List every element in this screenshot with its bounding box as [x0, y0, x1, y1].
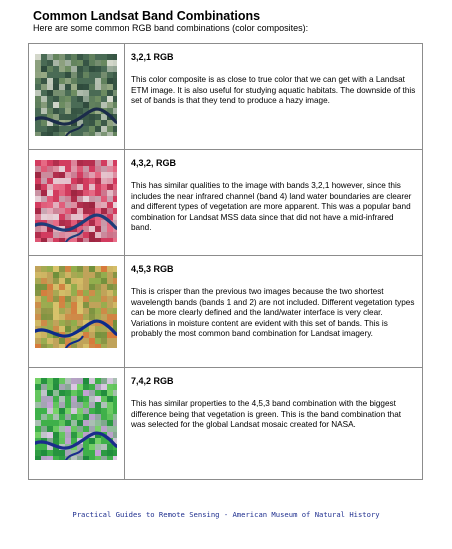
band-label: 7,4,2 RGB: [131, 376, 174, 386]
band-image-cell: [29, 44, 125, 150]
band-description: This has similar qualities to the image with bands 3,2,1 however, since this includes the near infrared channel (band 4) land water boundaries are clearer and different types of vegetation are more apparent. This was a popular band combination for Landsat MSS data since that did not have a mid-infrared band.: [131, 181, 412, 233]
band-description: This color composite is as close to true color that we can get with a Landsat ETM image. It is also useful for studying aquatic habitats. The downside of this set of bands is that they tend to produce a hazy image.: [131, 75, 416, 106]
band-description: This is crisper than the previous two images because the two shortest wavelength bands (bands 1 and 2) are not included. Different vegetation types can be more clearly defined and the land/water interface is very clear. Variations in moisture content are evident with this set of bands. This is probably the most common band combination for Landsat imagery.: [131, 287, 415, 339]
band-text-cell: [125, 368, 423, 480]
band-label: 4,3,2, RGB: [131, 158, 177, 168]
band-text-cell: [125, 150, 423, 256]
band-description: This has similar properties to the 4,5,3 band combination with the biggest difference being that vegetation is green. This is the band combination that was selected for the global Landsat mosaic created for NASA.: [131, 399, 402, 430]
band-text-cell: [125, 44, 423, 150]
band-row: [29, 256, 423, 368]
band-row: [29, 150, 423, 256]
page-title: Common Landsat Band Combinations: [33, 9, 261, 23]
band-label: 3,2,1 RGB: [131, 52, 174, 62]
band-text-cell: [125, 256, 423, 368]
band-combinations-table: [28, 43, 423, 480]
band-image-cell: [29, 368, 125, 480]
band-image-cell: [29, 256, 125, 368]
band-row: [29, 44, 423, 150]
band-row: [29, 368, 423, 480]
band-label: 4,5,3 RGB: [131, 264, 174, 274]
page-subtitle: Here are some common RGB band combinations (color composites):: [33, 23, 309, 33]
landsat-432-image: [35, 160, 117, 242]
band-image-cell: [29, 150, 125, 256]
landsat-453-image: [35, 266, 117, 348]
landsat-742-image: [35, 378, 117, 460]
footer-credit: Practical Guides to Remote Sensing - American Museum of Natural History: [72, 510, 380, 519]
landsat-321-image: [35, 54, 117, 136]
